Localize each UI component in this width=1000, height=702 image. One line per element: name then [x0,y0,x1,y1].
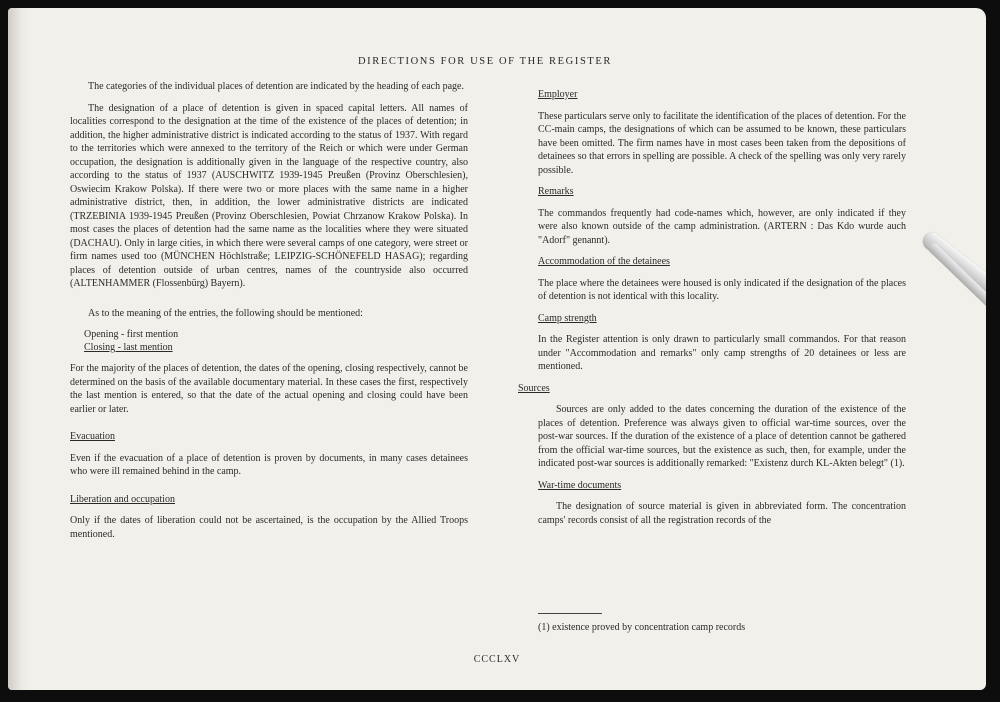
heading-sources: Sources [518,382,550,394]
footnote-rule [538,613,602,614]
footnote: (1) existence proved by concentration camp records [538,622,746,633]
paragraph-employer: These particulars serve only to facilitate the identification of the places of detention. For the CC-main camps, the designations of which can be assumed to be known, these particulars have been omitted. The firm names have in most cases been taken from the depositions of detainees so that errors in spelling are possible. A check of the spelling was only very rarely possible. [538,110,906,176]
heading-wartime-documents: War-time documents [538,479,622,491]
paragraph-accommodation: The place where the detainees were housed is only indicated if the designation of the places of detention is not identical with this locality. [538,277,906,302]
heading-remarks: Remarks [538,186,574,197]
opening-definition: Opening - first mention [84,329,179,340]
document-page [8,8,986,690]
paragraph-remarks: The commandos frequently had code-names which, however, are only indicated if they were also known outside of the camp administration. (ARTERN : Das Kdo wurde auch "Adorf" genannt). [538,207,906,246]
paragraph-wartime-documents: The designation of source material is given in abbreviated form. The concentration camps' records consist of all the registration records of the [538,501,906,526]
paragraph-entries-intro: As to the meaning of the entries, the following should be mentioned: [88,307,363,319]
book-spine [8,8,30,690]
heading-evacuation: Evacuation [70,431,115,442]
heading-accommodation: Accommodation of the detainees [538,256,670,267]
entry-definitions [84,328,468,354]
paragraph-dates: For the majority of the places of detention, the dates of the opening, closing respectively, cannot be determined on the basis of the available documentary material. In these cases the first, respectively the last mention is entered, so that the date of the actual opening and closing could have been earlier or later. [70,363,468,415]
left-column [70,80,468,549]
paragraph-designation: The designation of a place of detention is given in spaced capital letters. All names of localities correspond to the designation at the time of the existence of the places of detention; in addition, the higher administrative district is indicated according to the status of 1937. With regard to the territories which were annexed to the territory of the Reich or which were under German occupation, the designation is additionally given in the language of the respective country, also according to the status of 1937 (AUSCHWITZ 1939-1945 Preußen (Provinz Oberschlesien), Oswiecim Krakow Polska). If there were two or more places with the same name in a higher administrative district, then, in addition, the lower administrative districts are indicated (TRZEBINIA 1939-1945 Preußen (Provinz Oberschlesien, Powiat Chrzanow Krakow Polska). In most cases the places of detention had the same name as the localities where they were situated (DACHAU). Only in large cities, in which there were several camps of one category, were street or firm names used too (MÜNCHEN Höchlstraße; LEIPZIG-SCHÖNEFELD HASAG); regarding places of detention outside of urban centres, names of the countryside also occurred (ALTENHAMMER (Flossenbürg) Bayern). [70,102,468,289]
paragraph-liberation: Only if the dates of liberation could not be ascertained, is the occupation by the Allied Troops mentioned. [70,515,468,540]
page-number: CCCLXV [473,654,521,665]
closing-definition: Closing - last mention [84,342,173,353]
heading-employer: Employer [538,89,578,100]
paragraph-camp-strength: In the Register attention is only drawn to particularly small commandos. For that reason under "Accommodation and remarks" only camp strengths of 20 detainees or less are mentioned. [538,334,906,372]
page-header: DIRECTIONS FOR USE OF THE REGISTER [358,56,613,67]
paragraph-evacuation: Even if the evacuation of a place of detention is proven by documents, in many cases detainees who were ill remained behind in the camp. [70,452,468,477]
paragraph-categories: The categories of the individual places of detention are indicated by the heading of each page. [88,81,464,92]
heading-liberation: Liberation and occupation [70,493,175,505]
heading-camp-strength: Camp strength [538,312,597,324]
paragraph-sources: Sources are only added to the dates concerning the duration of the existence of the places of detention. Preference was always given to official war-time sources, over the post-war sources. If the duration of the existence of a place of detention cannot be gathered from the official war-time sources, but the existence as such, then, for example, under the indicated post-war sources is additionally remarked: "Existenz durch KL-Akten belegt" (1). [538,404,906,469]
right-column [518,88,906,535]
